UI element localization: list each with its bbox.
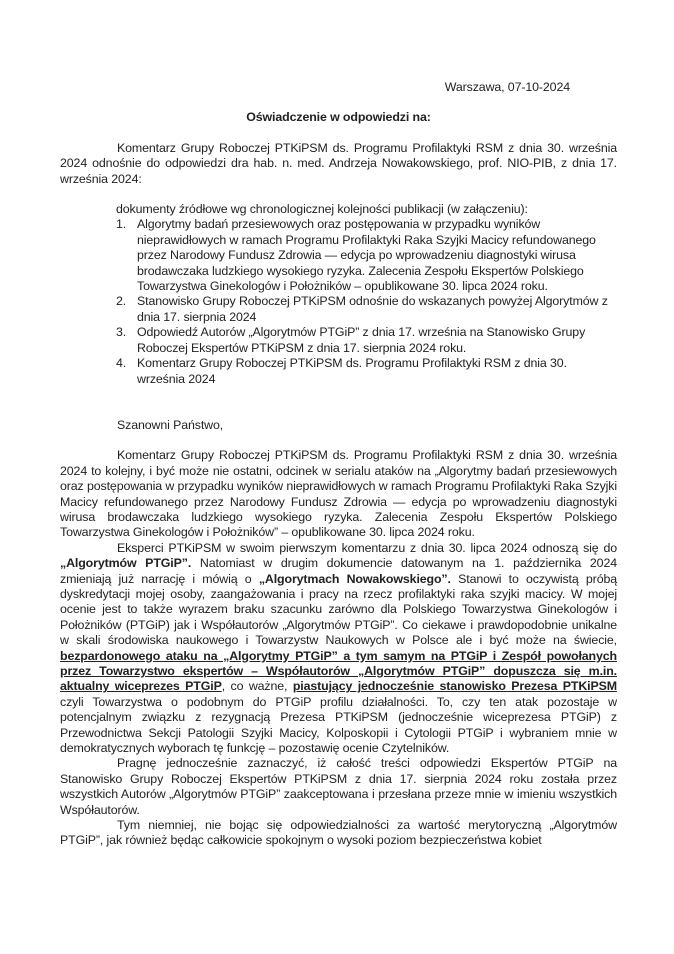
- list-item-text: Algorytmy badań przesiewowych oraz postępowania w przypadku wyników nieprawidłowych w ramach Programu Profilaktyki Raka Szyjki Macicy refundowanego przez Narodowy Fundusz Zdrowia — edycja po wprowadzeniu diagnostyki wirusa brodawczaka ludzkiego wysokiego ryzyka. Zalecenia Zespołu Ekspertów Polskiego Towarzystwa Ginekologów i Położników – opublikowane 30. lipca 2024 roku.: [137, 217, 596, 294]
- list-item-text: Stanowisko Grupy Roboczej PTKiPSM odnośnie do wskazanych powyżej Algorytmów z dnia 17. sierpnia 2024: [137, 294, 608, 324]
- text-run-bold: „Algorytmów PTGiP”.: [60, 556, 192, 571]
- text-run-bold-underline: piastujący jednocześnie stanowisko Prezesa PTKiPSM: [292, 679, 617, 694]
- list-item-number: 2.: [116, 294, 127, 309]
- list-item-number: 1.: [116, 217, 127, 232]
- attachments-section: [116, 202, 617, 387]
- list-item: [116, 294, 617, 325]
- paragraph-experts: [60, 541, 617, 757]
- list-item-number: 4.: [116, 356, 127, 371]
- text-run: Eksperci PTKiPSM w swoim pierwszym komentarzu z dnia 30. lipca 2024 odnoszą się do: [117, 540, 617, 555]
- attachments-intro: dokumenty źródłowe wg chronologicznej kolejności publikacji (w załączeniu):: [116, 202, 528, 217]
- text-run-bold: „Algorytmach Nowakowskiego”.: [258, 571, 451, 586]
- list-item: [116, 217, 617, 294]
- text-run: czyli Towarzystwa o podobnym do PTGiP profilu działalności. To, czy ten atak pozostaje w potencjalnym związku z rezygnacją Prezesa PTKiPSM (jednocześnie wiceprezesa PTGiP) z Przewodnictwa Sekcji Patologii Szyjki Macicy, Kolposkopii i Cytologii PTGiP i wybraniem mnie w demokratycznych wyborach tę funkcję – pozostawię ocenie Czytelników.: [60, 694, 617, 756]
- list-item-number: 3.: [116, 325, 127, 340]
- list-item: [116, 325, 617, 356]
- list-item-text: Odpowiedź Autorów „Algorytmów PTGiP” z dnia 17. września na Stanowisko Grupy Roboczej Ekspertów PTKiPSM z dnia 17. sierpnia 2024 roku.: [137, 325, 586, 355]
- text-run: Natomiast w drugim dokumencie datowanym na 1. października 2024 zmieniają już narrację i mówią o: [60, 556, 617, 586]
- text-run-bold-underline: bezpardonowego ataku na „Algorytmy PTGiP” a tym samym na PTGiP i Zespół powołanych przez Towarzystwo ekspertów – Współautorów „Algorytmów PTGiP” dopuszcza się m.in. aktualny wiceprezes PTGiP: [60, 648, 617, 694]
- list-item: [116, 356, 617, 387]
- text-run: , co ważne,: [221, 679, 293, 694]
- paragraph-acceptance: Pragnę jednocześnie zaznaczyć, iż całość treści odpowiedzi Ekspertów PTGiP na Stanowisko Grupy Roboczej Ekspertów PTKiPSM z dnia 17. sierpnia 2024 roku została przez wszystkich Autorów „Algorytmów PTGiP” zaakceptowana i przesłana przeze mnie w imieniu wszystkich Współautorów.: [60, 756, 617, 817]
- text-run: Stanowi to oczywistą próbą dyskredytacji mojej osoby, zaangażowania i pracy na rzecz profilaktyki raka szyjki macicy. W mojej ocenie jest to także wyrazem braku szacunku zarówno dla Polskiego Towarzystwa Ginekologów i Położników (PTGiP) jak i Współautorów „Algorytmów PTGiP”. Co ciekawe i prawdopodobnie unikalne w skali środowiska naukowego i Towarzystw Naukowych w Polsce ale i być może na świecie,: [60, 571, 618, 648]
- greeting: Szanowni Państwo,: [117, 417, 224, 432]
- document-title: Oświadczenie w odpowiedzi na:: [246, 110, 431, 125]
- paragraph-closing: Tym niemniej, nie bojąc się odpowiedzialności za wartość merytoryczną „Algorytmów PTGiP”, jak również będąc całkowicie spokojnym o wysoki poziom bezpieczeństwa kobiet: [60, 818, 617, 848]
- paragraph-opening: Komentarz Grupy Roboczej PTKiPSM ds. Programu Profilaktyki RSM z dnia 30. września 2024 to kolejny, i być może nie ostatni, odcinek w serialu ataków na „Algorytmy badań przesiewowych oraz postępowania w przypadku wyników nieprawidłowych w ramach Programu Profilaktyki Raka Szyjki Macicy refundowanego przez Narodowy Fundusz Zdrowia — edycja po wprowadzeniu diagnostyki wirusa brodawczaka ludzkiego wysokiego ryzyka. Zalecenia Zespołu Ekspertów Polskiego Towarzystwa Ginekologów i Położników” – opublikowane 30. lipca 2024 roku.: [60, 448, 617, 540]
- reference-paragraph: Komentarz Grupy Roboczej PTKiPSM ds. Programu Profilaktyki RSM z dnia 30. września 2024 odnośnie do odpowiedzi dra hab. n. med. Andrzeja Nowakowskiego, prof. NIO-PIB, z dnia 17. września 2024:: [60, 140, 617, 186]
- date-line: Warszawa, 07-10-2024: [444, 80, 570, 94]
- letter-body: [60, 448, 617, 849]
- list-item-text: Komentarz Grupy Roboczej PTKiPSM ds. Programu Profilaktyki RSM z dnia 30. września 2024: [137, 356, 567, 386]
